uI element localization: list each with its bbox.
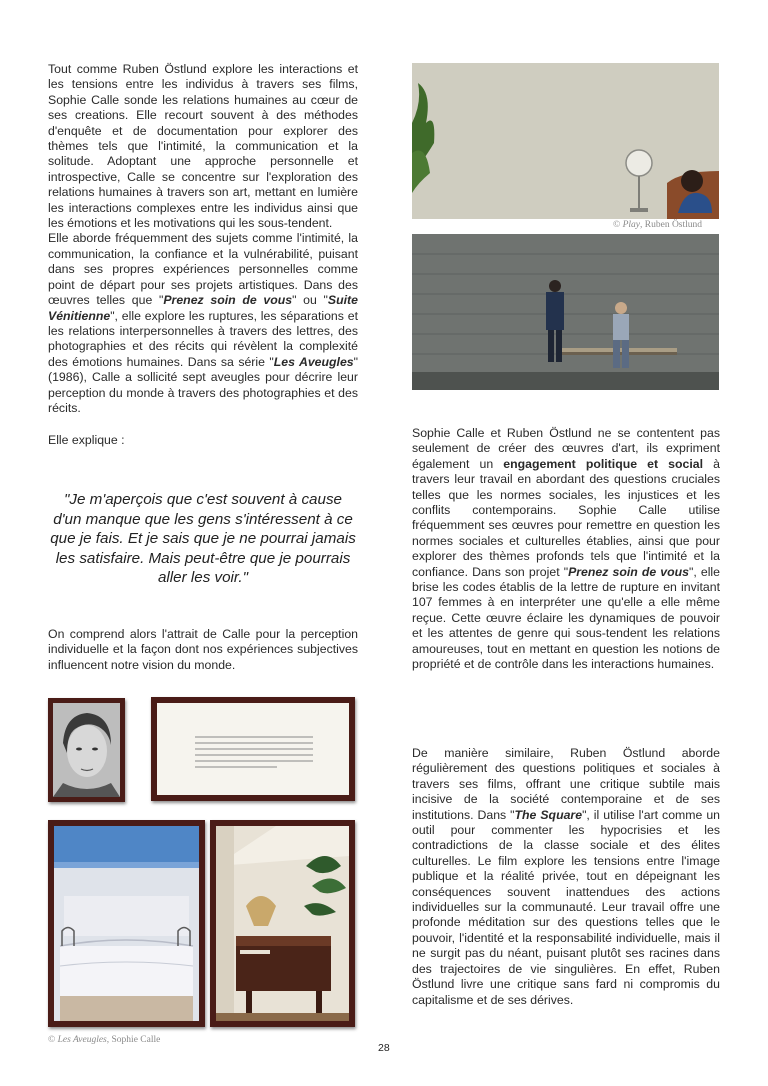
framed-portrait xyxy=(48,698,125,802)
bedroom-photo xyxy=(54,826,199,1021)
work-title: The Square xyxy=(514,807,583,822)
interior-photo xyxy=(216,826,349,1021)
portrait-photo xyxy=(53,703,120,797)
emphasis-text: engagement politique et social xyxy=(503,456,704,471)
engagement-paragraph: Sophie Calle et Ruben Östlund ne se contentent pas seulement de créer des œuvres d'art, ils expriment également un engagement politique et social à travers leur travail en abordant des questions cruciales telles que les normes sociales, les injustices et les conflits contemporains. Sophie Calle utilise fréquemment ses œuvres pour remettre en question les normes sociales et culturelles établies, ainsi que pour explorer des thèmes profonds tels que l'intimité et la confiance. Dans son projet "Prenez soin de vous", elle brise les codes établis de la lettre de rupture en invitant 107 femmes à en interpréter une qu'elle a elle même reçue. Cette œuvre éclaire les dynamiques de pouvoir et les attentes de genre qui sous-tendent les relations amoureuses, tout en mettant en question les notions de propriété et de contrôle dans les interactions humaines. xyxy=(412,426,720,672)
page-number: 28 xyxy=(378,1042,390,1054)
framed-interior-photo xyxy=(210,820,355,1027)
framed-text xyxy=(151,697,355,801)
explains-label: Elle explique : xyxy=(48,433,125,447)
perception-paragraph: On comprend alors l'attrait de Calle pour la perception individuelle et la façon dont nos expériences subjectives influencent notre vision du monde. xyxy=(48,627,358,672)
work-title: Suite Vénitienne xyxy=(48,293,358,323)
artist-quote: "Je m'aperçois que c'est souvent à cause d'un manque que les gens s'intéressent à ce que je fais. Et je sais que je ne pourrai jamais les satisfaire. Mais peut-être que je pourrais aller les voir." xyxy=(50,491,356,587)
ostlund-paragraph: De manière similaire, Ruben Östlund aborde régulièrement des questions politiques et sociales à travers ses films, offrant une critique subtile mais incisive de la société contemporaine et de ses institutions. Dans "The Square", il utilise l'art comme un outil pour commenter les hypocrisies et les contradictions de la classe sociale et des élites culturelles. Le film explore les tensions entre l'image publique et la réalité privée, tout en dépeignant les conséquences souvent inattendues des actions individuelles sur la communauté. Leur travail offre une profonde méditation sur des questions telles que le pouvoir, l'identité et la responsabilité individuelle, mais il ne surgit pas du néant, puisant plutôt ses racines dans des trajectoires de vie singulières. En effet, Ruben Östlund livre une critique sans fard ni compromis du capitalisme et de ses dérives. xyxy=(412,746,721,1007)
play-still-bottom xyxy=(412,234,719,390)
work-title: Prenez soin de vous xyxy=(163,293,293,308)
left-column xyxy=(48,62,358,416)
play-still-top xyxy=(412,63,719,219)
themes-paragraph: Elle aborde fréquemment des sujets comme l'intimité, la communication, la confiance et la vulnérabilité, puisant dans ses propres expériences personnelles comme point de départ pour ses projets artistiques. Dans des œuvres telles que "Prenez soin de vous" ou "Suite Vénitienne", elle explore les ruptures, les séparations et les relations interpersonnelles à travers des lettres, des photographies et des récits qui révèlent la complexité des émotions humaines. Dans sa série "Les Aveugles" (1986), Calle a sollicité sept aveugles pour décrire leur perception du monde à travers des photographies et des récits. xyxy=(48,231,358,415)
handwritten-text-lines xyxy=(157,703,349,795)
bottom-photo-caption: © Les Aveugles, Sophie Calle xyxy=(48,1035,161,1045)
work-title: Les Aveugles xyxy=(273,354,354,369)
framed-bedroom-photo xyxy=(48,820,205,1027)
intro-paragraph: Tout comme Ruben Östlund explore les interactions et les tensions entre les individus à travers ses films, Sophie Calle sonde les relations humaines au cœur de ses creations. Elle recourt souvent à des méthodes d'enquête et de documentation pour explorer des thèmes tels que l'intimité, la communication et la solitude. Adoptant une approche personnelle et introspective, Calle se concentre sur l'exploration des relations humaines à travers son art, mettant en lumière les interactions complexes entre les individus ainsi que les émotions et les motivations qui les sous-tendent. xyxy=(48,62,358,231)
top-photo-caption: © Play, Ruben Östlund xyxy=(613,220,703,230)
work-title: Prenez soin de vous xyxy=(568,564,689,579)
